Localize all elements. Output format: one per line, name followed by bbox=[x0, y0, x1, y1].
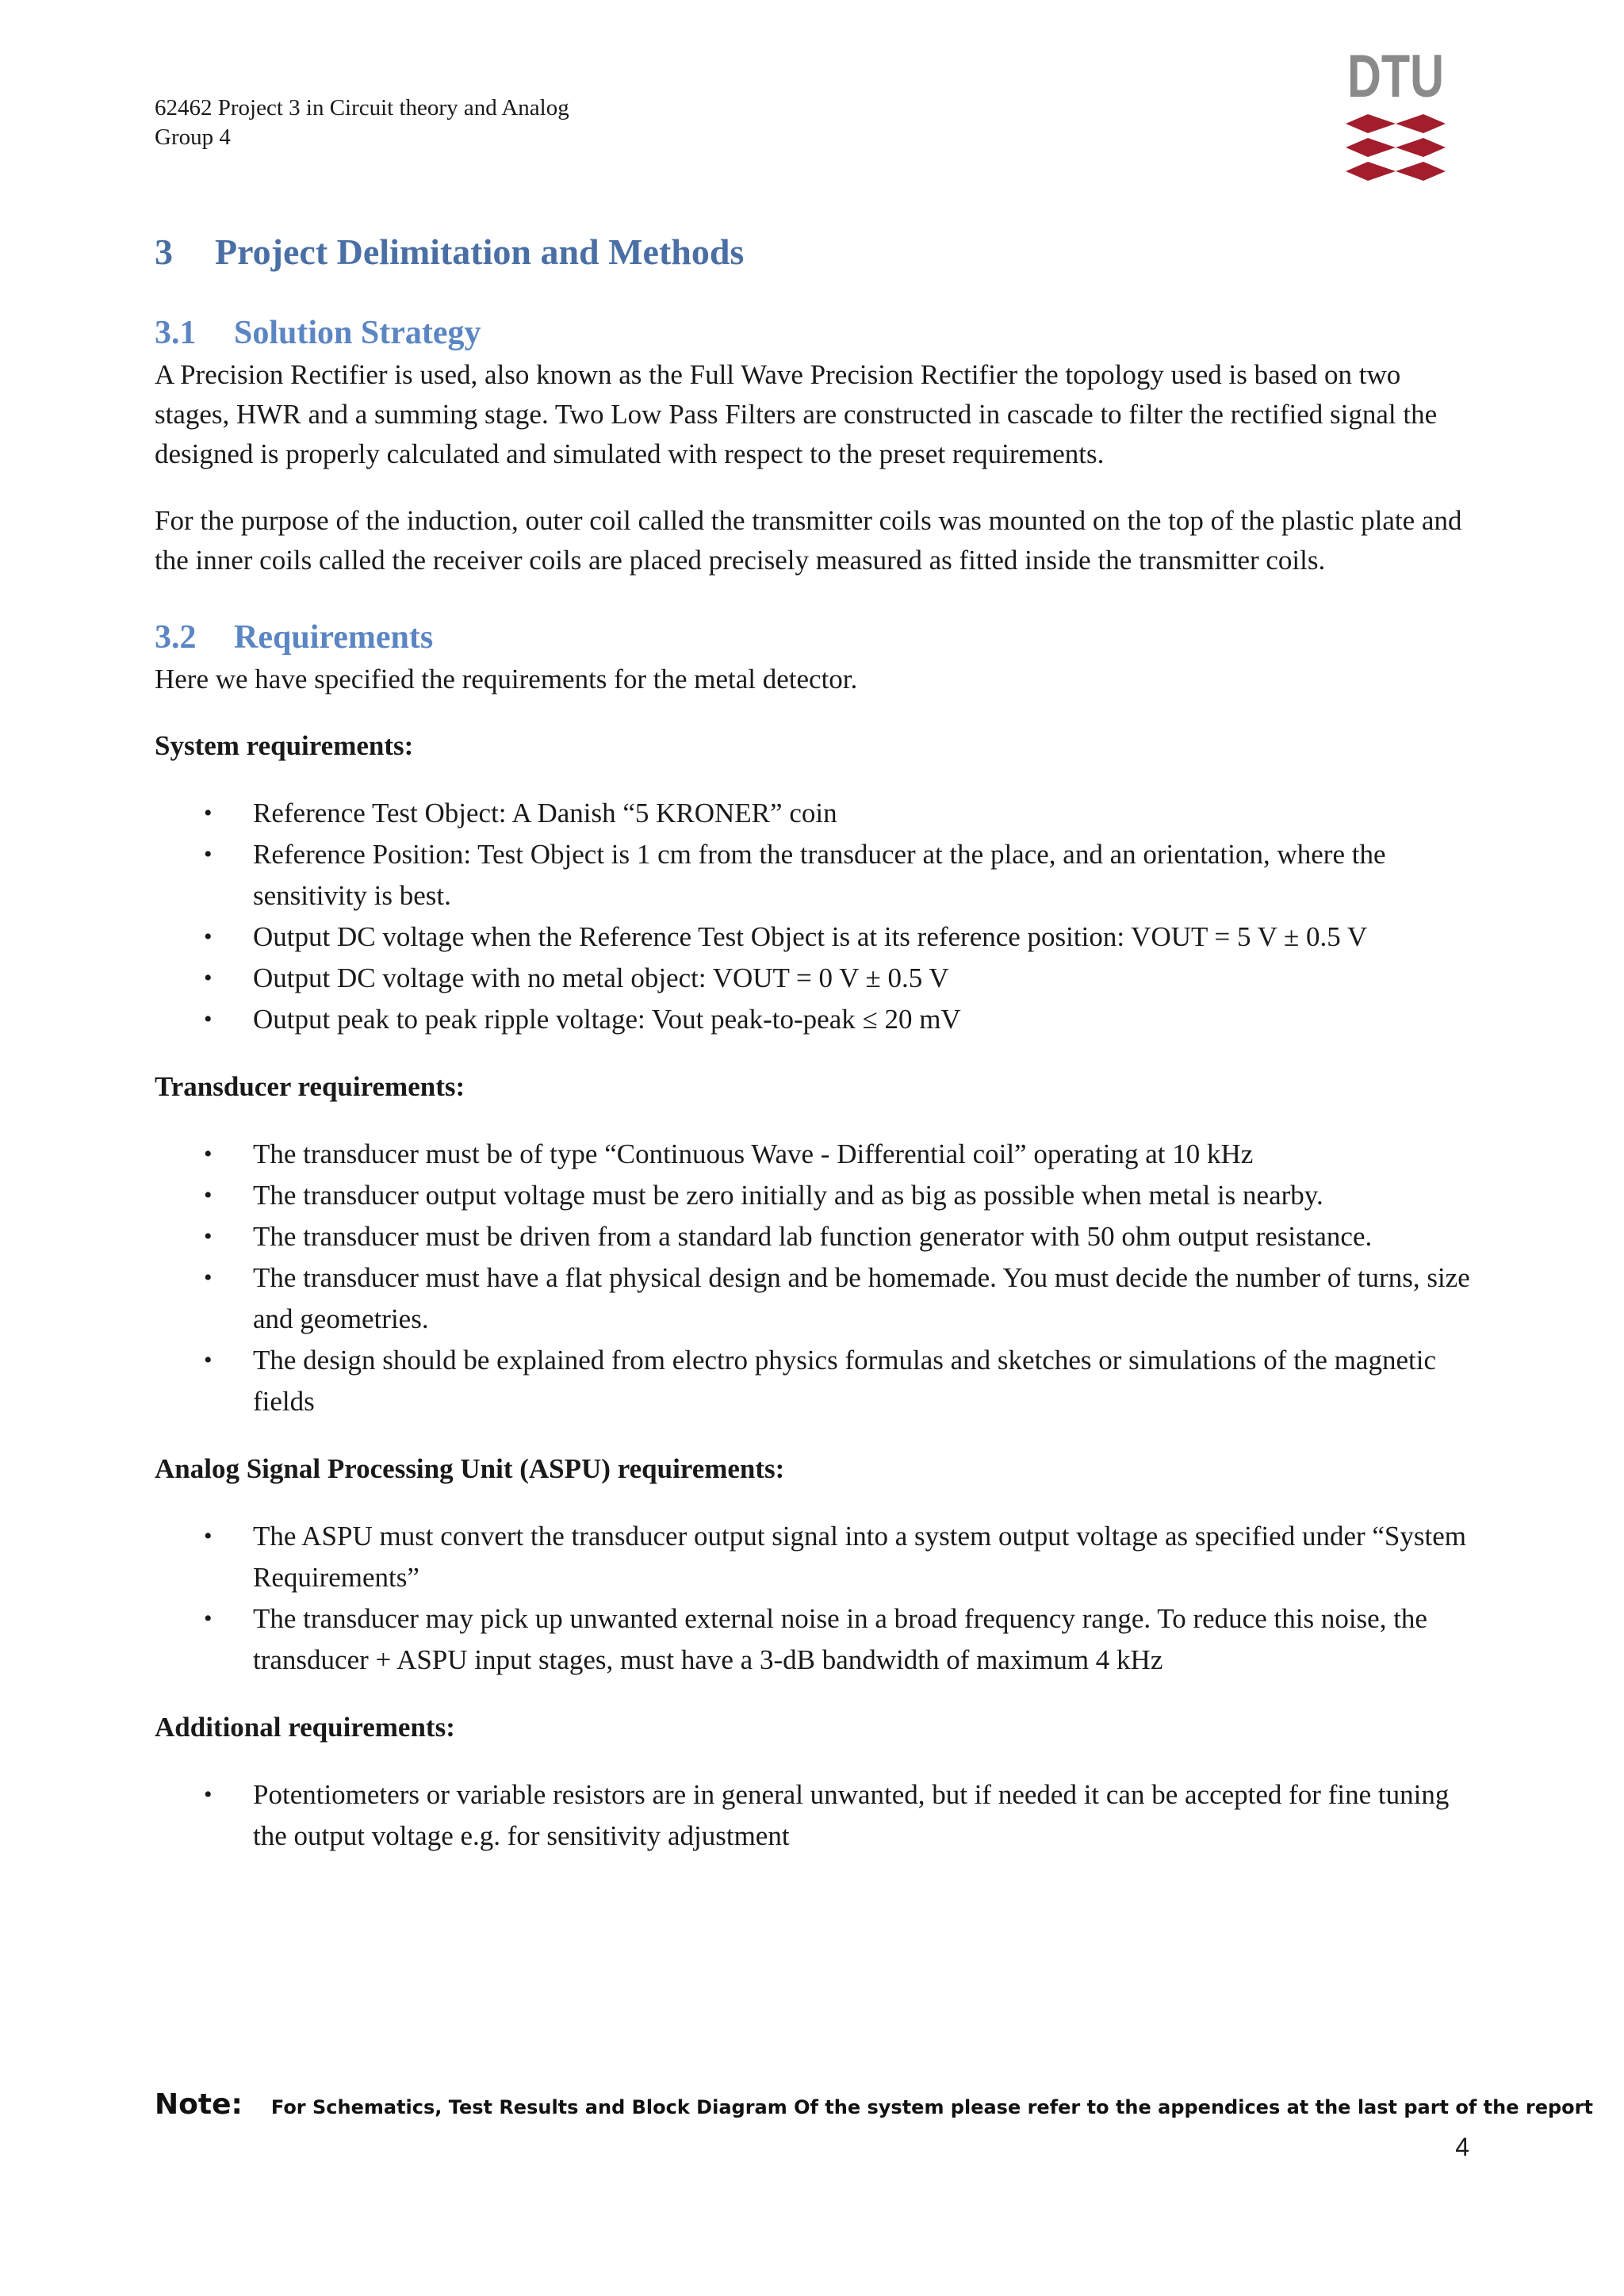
list-item: • Output DC voltage with no metal object: VOUT = 0 V ± 0.5 V bbox=[155, 958, 1471, 999]
list-item: • The transducer must have a flat physical design and be homemade. You must decide the number of turns, size and geometries. bbox=[155, 1257, 1471, 1340]
dtu-logo-text: DTU bbox=[1347, 43, 1444, 110]
requirements-list-additional bbox=[155, 1774, 1471, 1857]
requirements-list-aspu bbox=[155, 1516, 1471, 1681]
subsection-title: Solution Strategy bbox=[234, 315, 481, 351]
subsection-heading-solution-strategy bbox=[155, 311, 1471, 355]
header-group-line: Group 4 bbox=[155, 124, 231, 150]
bullet-icon: • bbox=[204, 1006, 213, 1032]
list-item: • The transducer must be of type “Continuous Wave - Differential coil” operating at 10 kHz bbox=[155, 1134, 1471, 1175]
bullet-icon: • bbox=[204, 1781, 213, 1808]
requirements-group-heading: Additional requirements: bbox=[155, 1712, 455, 1743]
list-item: • Reference Test Object: A Danish “5 KRONER” coin bbox=[155, 793, 1471, 834]
section-heading bbox=[155, 227, 1471, 277]
note-text: For Schematics, Test Results and Block Diagram Of the system please refer to the appendices at the last part of the report bbox=[270, 2096, 1593, 2118]
footer-note bbox=[155, 2088, 1593, 2121]
subsection-number: 3.2 bbox=[155, 619, 197, 656]
section-number: 3 bbox=[155, 232, 173, 272]
subsection-title: Requirements bbox=[234, 619, 434, 656]
list-item: • Output DC voltage when the Reference Test Object is at its reference position: VOUT = 5 V ± 0.5 V bbox=[155, 916, 1471, 958]
bullet-icon: • bbox=[204, 1523, 213, 1549]
bullet-icon: • bbox=[204, 1141, 213, 1167]
requirements-group-heading: Analog Signal Processing Unit (ASPU) requirements: bbox=[155, 1453, 785, 1484]
requirements-list-transducer bbox=[155, 1134, 1471, 1422]
bullet-icon: • bbox=[204, 1223, 213, 1249]
list-item: • The transducer output voltage must be zero initially and as big as possible when metal is nearby. bbox=[155, 1175, 1471, 1216]
section-title: Project Delimitation and Methods bbox=[215, 232, 745, 272]
header-course-line: 62462 Project 3 in Circuit theory and Analog bbox=[155, 95, 569, 121]
list-item: • Potentiometers or variable resistors are in general unwanted, but if needed it can be accepted for fine tuning the output voltage e.g. for sensitivity adjustment bbox=[155, 1774, 1471, 1857]
requirements-group-heading: System requirements: bbox=[155, 730, 414, 761]
requirements-group-heading: Transducer requirements: bbox=[155, 1071, 465, 1102]
list-item: • Output peak to peak ripple voltage: Vout peak-to-peak ≤ 20 mV bbox=[155, 999, 1471, 1040]
running-header bbox=[155, 94, 569, 152]
paragraph: For the purpose of the induction, outer coil called the transmitter coils was mounted on the top of the plastic plate and the inner coils called the receiver coils are placed precisely measured as fitted inside the transmitter coils. bbox=[155, 505, 1462, 576]
subsection-number: 3.1 bbox=[155, 315, 197, 351]
dtu-logo bbox=[1344, 41, 1447, 192]
list-item: • The ASPU must convert the transducer output signal into a system output voltage as specified under “System Requirements” bbox=[155, 1516, 1471, 1598]
list-item: • Reference Position: Test Object is 1 cm from the transducer at the place, and an orientation, where the sensitivity is best. bbox=[155, 834, 1471, 916]
bullet-icon: • bbox=[204, 924, 213, 950]
page-number: 4 bbox=[1455, 2133, 1469, 2161]
bullet-icon: • bbox=[204, 965, 213, 991]
main-content bbox=[155, 227, 1471, 1884]
paragraph: Here we have specified the requirements for the metal detector. bbox=[155, 664, 858, 695]
list-item: • The transducer may pick up unwanted external noise in a broad frequency range. To reduce this noise, the transducer + ASPU input stages, must have a 3-dB bandwidth of maximum 4 kHz bbox=[155, 1598, 1471, 1681]
bullet-icon: • bbox=[204, 841, 213, 867]
note-label: Note: bbox=[155, 2088, 243, 2121]
bullet-icon: • bbox=[204, 1605, 213, 1632]
subsection-heading-requirements bbox=[155, 615, 1471, 660]
bullet-icon: • bbox=[204, 1182, 213, 1208]
bullet-icon: • bbox=[204, 800, 213, 826]
list-item: • The design should be explained from electro physics formulas and sketches or simulations of the magnetic fields bbox=[155, 1340, 1471, 1422]
requirements-list-system bbox=[155, 793, 1471, 1040]
bullet-icon: • bbox=[204, 1265, 213, 1291]
bullet-icon: • bbox=[204, 1347, 213, 1373]
paragraph: A Precision Rectifier is used, also known as the Full Wave Precision Rectifier the topology used is based on two stages, HWR and a summing stage. Two Low Pass Filters are constructed in cascade to filter the rectified signal the designed is properly calculated and simulated with respect to the preset requirements. bbox=[155, 359, 1438, 469]
list-item: • The transducer must be driven from a standard lab function generator with 50 ohm output resistance. bbox=[155, 1216, 1471, 1257]
